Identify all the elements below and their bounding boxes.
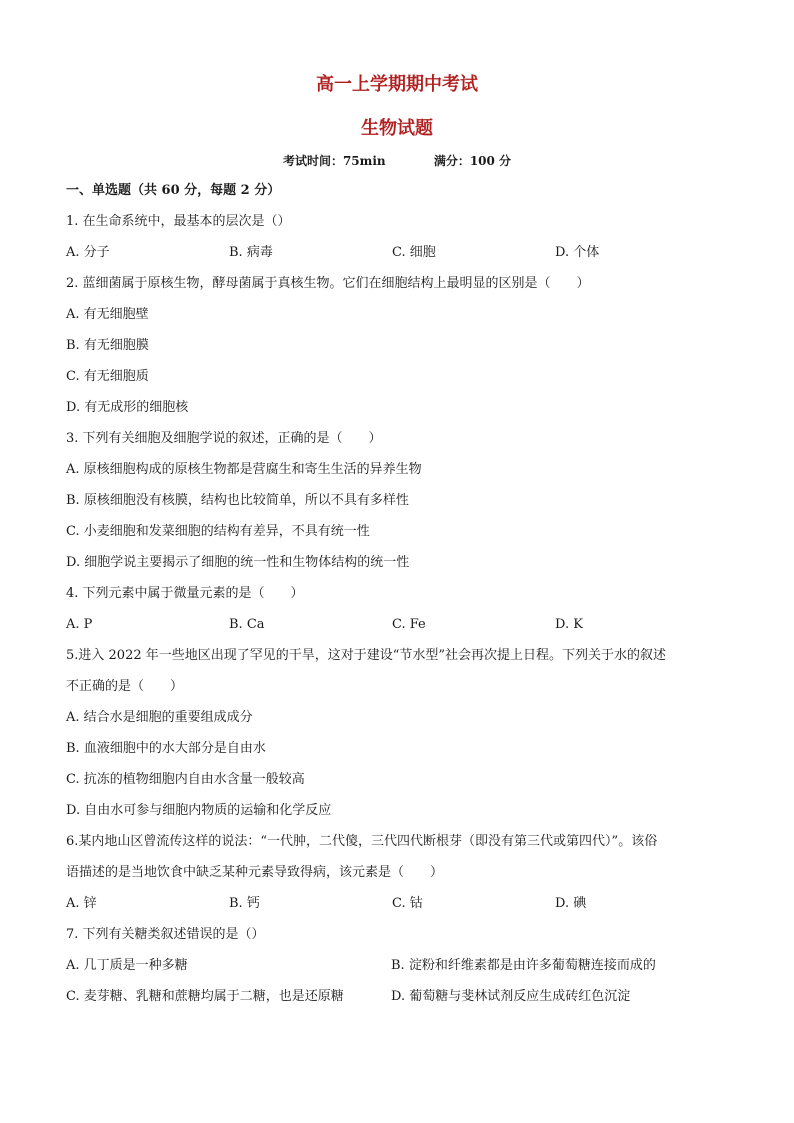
question-7-options-row-2: [66, 989, 728, 1020]
question-5-stem-line-1: 5.进入 2022 年一些地区出现了罕见的干旱，这对于建设“节水型”社会再次提上日程。下列关于水的叙述: [66, 648, 667, 663]
exam-meta: [0, 152, 794, 169]
question-6-stem-line-2: 语描述的是当地饮食中缺乏某种元素导致得病，该元素是（ ）: [66, 865, 444, 880]
option-b[interactable]: B. 淀粉和纤维素都是由许多葡萄糖连接而成的: [391, 958, 656, 973]
option-b[interactable]: B. 病毒: [229, 245, 273, 260]
option-d[interactable]: D. K: [555, 617, 583, 632]
question-7-stem: 7. 下列有关糖类叙述错误的是（）: [66, 927, 265, 942]
option-d[interactable]: D. 有无成形的细胞核: [66, 400, 189, 415]
option-c[interactable]: C. 钴: [392, 896, 423, 911]
section-heading: 一、单选题（共 60 分，每题 2 分）: [66, 183, 281, 198]
exam-time: 考试时间：75min: [282, 154, 386, 168]
exam-title: 高一上学期期中考试: [316, 74, 478, 95]
question-5-stem-line-2: 不正确的是（ ）: [66, 679, 184, 694]
exam-score: 满分：100 分: [433, 154, 512, 168]
option-b[interactable]: B. 钙: [229, 896, 260, 911]
option-c[interactable]: C. 麦芽糖、乳糖和蔗糖均属于二糖，也是还原糖: [66, 989, 344, 1004]
question-1-stem: 1. 在生命系统中，最基本的层次是（）: [66, 214, 291, 229]
question-1-options: [66, 245, 728, 276]
option-c[interactable]: C. 有无细胞质: [66, 369, 149, 384]
question-6-options: [66, 896, 728, 927]
option-a[interactable]: A. P: [66, 617, 93, 632]
exam-subtitle: 生物试题: [361, 118, 433, 139]
option-a[interactable]: A. 锌: [66, 896, 97, 911]
option-a[interactable]: A. 分子: [66, 245, 110, 260]
question-4-options: [66, 617, 728, 648]
question-7-options-row-1: [66, 958, 728, 989]
option-c[interactable]: C. 抗冻的植物细胞内自由水含量一般较高: [66, 772, 305, 787]
option-b[interactable]: B. 血液细胞中的水大部分是自由水: [66, 741, 266, 756]
option-b[interactable]: B. 原核细胞没有核膜，结构也比较简单，所以不具有多样性: [66, 493, 409, 508]
option-a[interactable]: A. 几丁质是一种多糖: [66, 958, 188, 973]
question-2-stem: 2. 蓝细菌属于原核生物，酵母菌属于真核生物。它们在细胞结构上最明显的区别是（ ）: [66, 276, 590, 291]
option-d[interactable]: D. 自由水可参与细胞内物质的运输和化学反应: [66, 803, 332, 818]
question-list: [66, 183, 728, 1020]
option-b[interactable]: B. Ca: [229, 617, 265, 632]
option-a[interactable]: A. 结合水是细胞的重要组成成分: [66, 710, 253, 725]
option-c[interactable]: C. 细胞: [392, 245, 436, 260]
option-d[interactable]: D. 葡萄糖与斐林试剂反应生成砖红色沉淀: [391, 989, 631, 1004]
option-d[interactable]: D. 碘: [555, 896, 587, 911]
question-3-stem: 3. 下列有关细胞及细胞学说的叙述，正确的是（ ）: [66, 431, 382, 446]
option-b[interactable]: B. 有无细胞膜: [66, 338, 149, 353]
option-c[interactable]: C. Fe: [392, 617, 426, 632]
option-a[interactable]: A. 有无细胞壁: [66, 307, 149, 322]
option-c[interactable]: C. 小麦细胞和发菜细胞的结构有差异，不具有统一性: [66, 524, 370, 539]
option-a[interactable]: A. 原核细胞构成的原核生物都是营腐生和寄生生活的异养生物: [66, 462, 422, 477]
question-4-stem: 4. 下列元素中属于微量元素的是（ ）: [66, 586, 304, 601]
question-6-stem-line-1: 6.某内地山区曾流传这样的说法：“一代肿，二代傻，三代四代断根芽（即没有第三代或第四代）”。该俗: [66, 834, 658, 849]
option-d[interactable]: D. 个体: [555, 245, 600, 260]
option-d[interactable]: D. 细胞学说主要揭示了细胞的统一性和生物体结构的统一性: [66, 555, 410, 570]
